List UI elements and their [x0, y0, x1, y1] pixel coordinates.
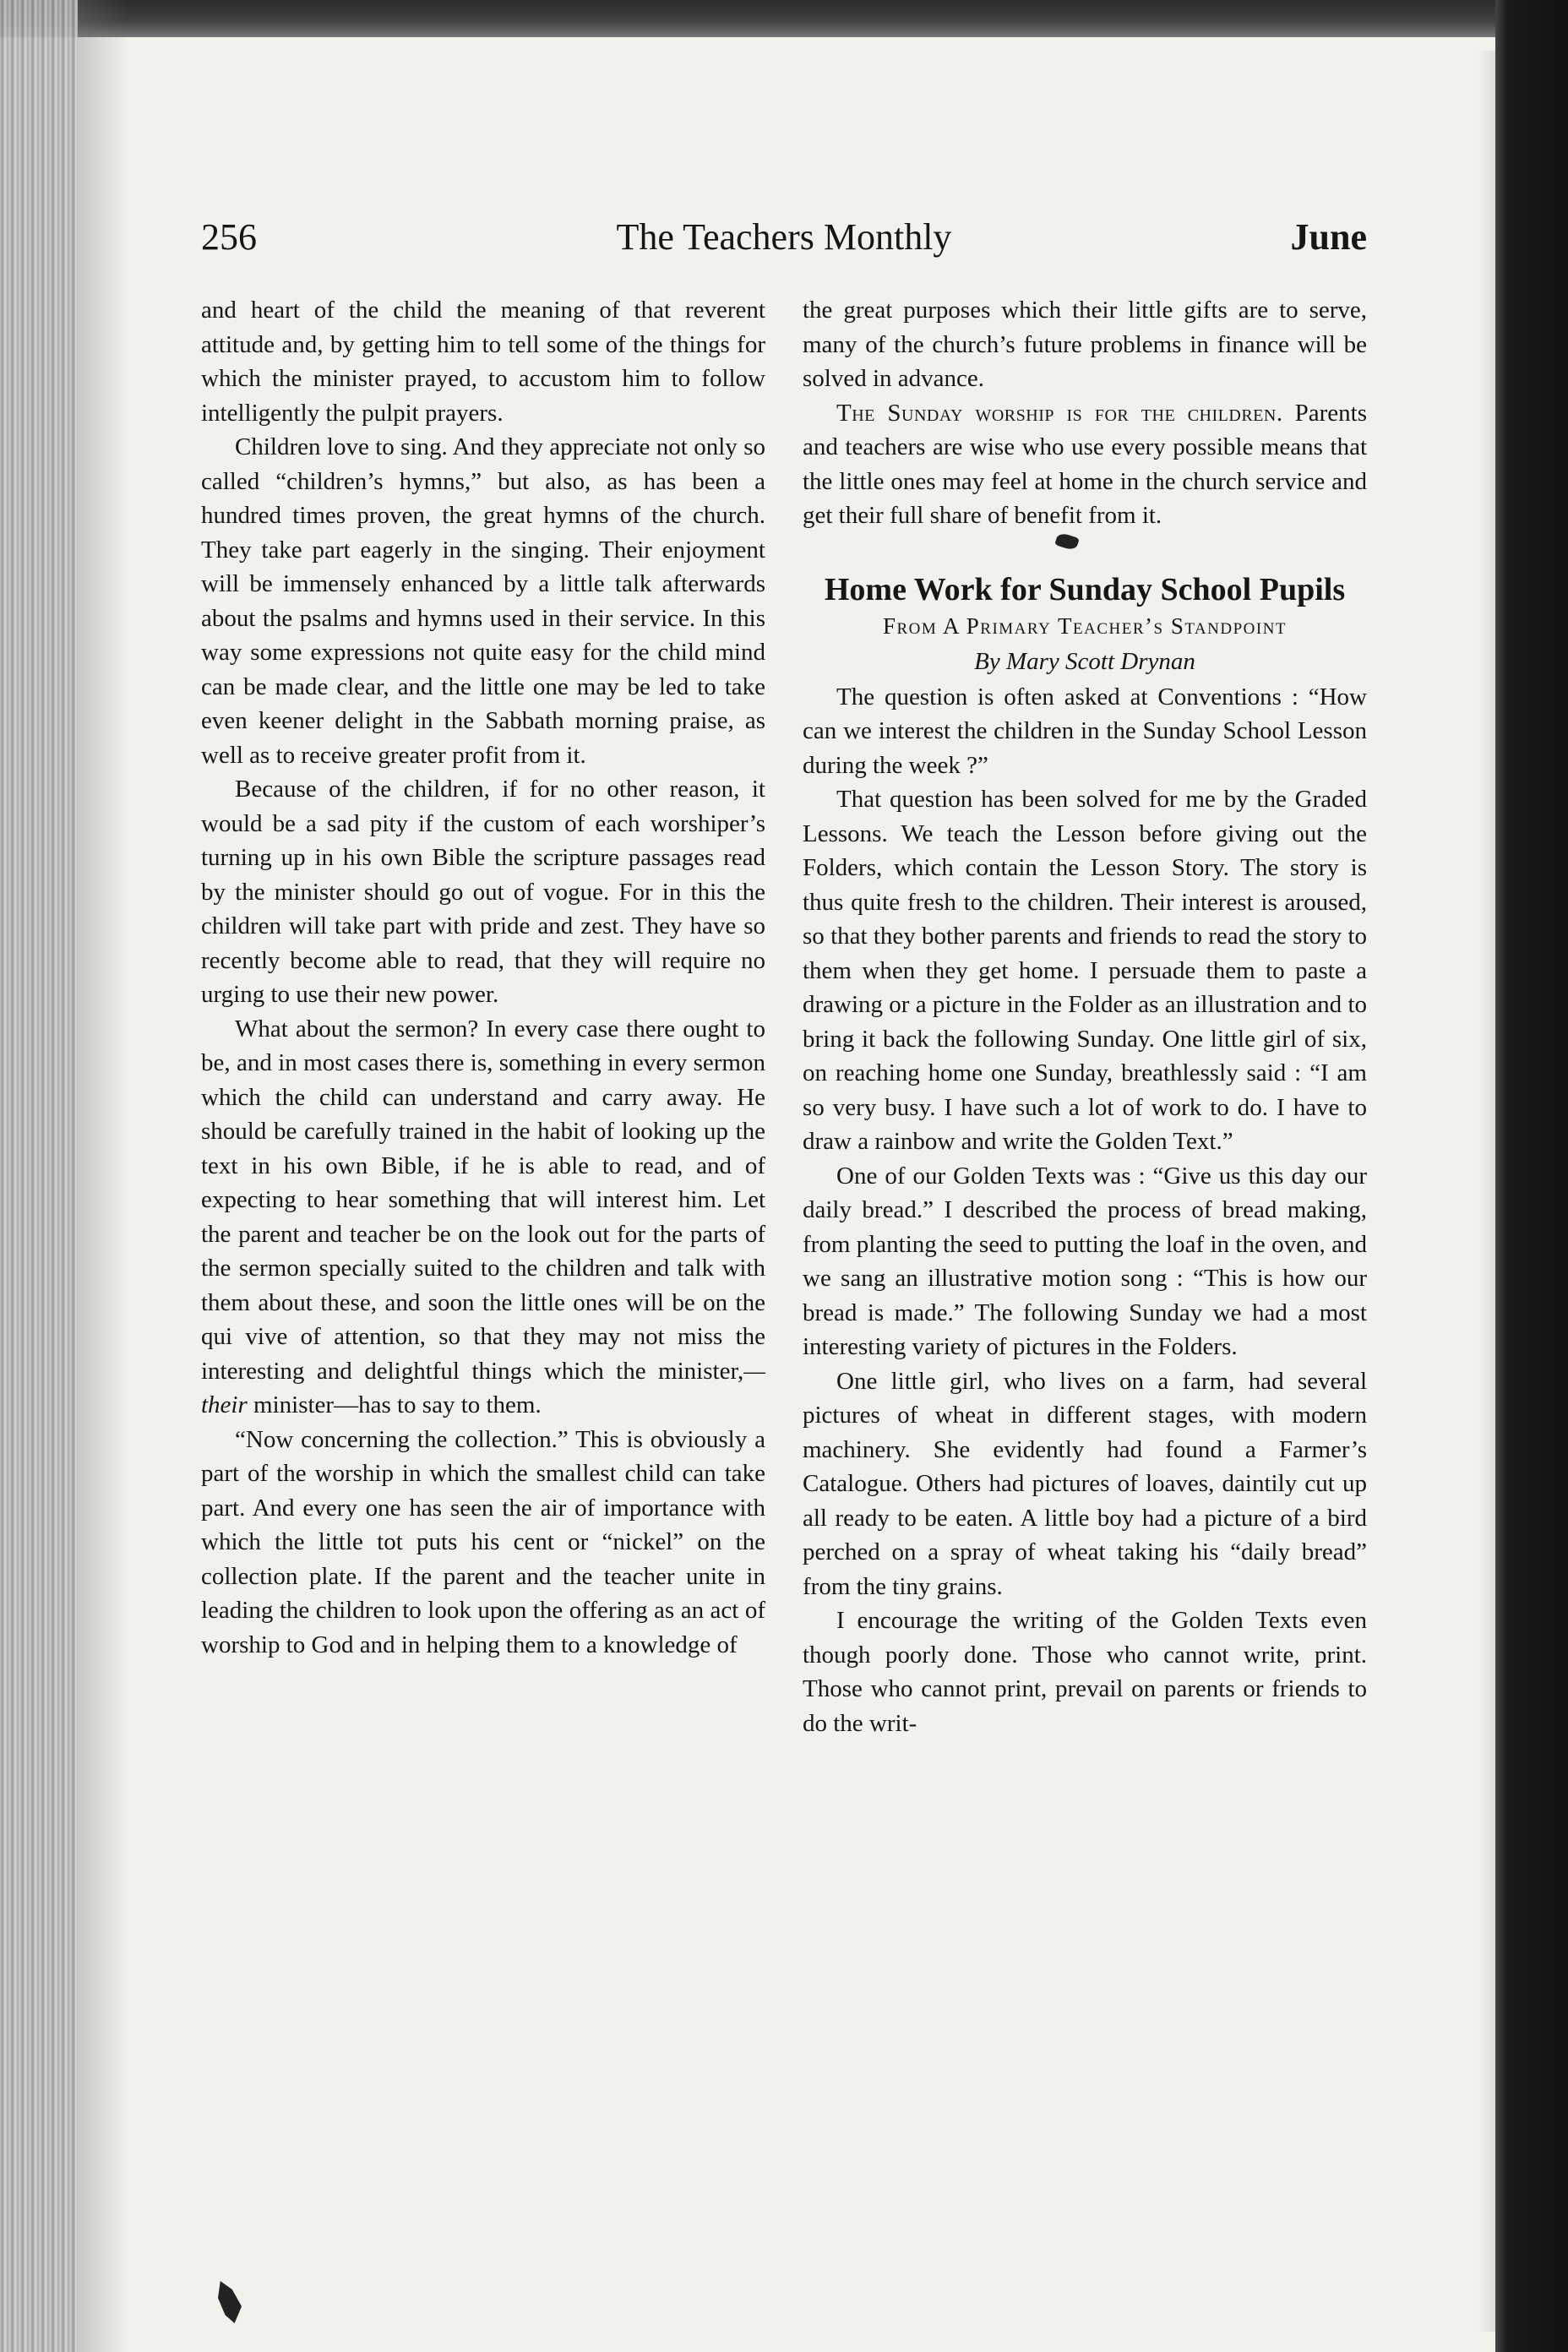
article-byline: By Mary Scott Drynan	[974, 647, 1195, 675]
paragraph: “Now concerning the collection.” This is obviously a part of the worship in which the smallest child can take part. And every one has seen the air of importance with which the little tot puts his cent or “nickel” on the collection plate. If the parent and the teacher unite in leading the children to look upon the offering as an act of worship to God and in helping them to a knowledge of	[201, 1425, 765, 1658]
page-content	[201, 215, 1367, 1737]
paragraph-lead-in	[803, 396, 1367, 533]
paragraph: Children love to sing. And they appreciate not only so called “children’s hymns,” but also, as has been a hundred times proven, the great hymns of the church. They take part eagerly in the singing. Their enjoyment will be immensely enhanced by a little talk afterwards about the psalms and hymns used in their service. In this way some expressions not quite easy for the child mind can be made clear, and the little one may be led to take even keener delight in the Sabbath morning praise, as well as to receive greater profit from it.	[201, 433, 765, 769]
paragraph: I encourage the writing of the Golden Texts even though poorly done. Those who cannot write, print. Those who cannot print, prevail on parents or friends to do the writ-	[803, 1607, 1367, 1737]
scan-blemish	[218, 2281, 242, 2323]
right-column	[803, 293, 1367, 1740]
page-number: 256	[201, 216, 257, 258]
paragraph: Because of the children, if for no other reason, it would be a sad pity if the custom of each worshiper’s turning up in his own Bible the scripture passages read by the minister should go out of vogue. For in this the children will take part with pride and zest. They have so recently become able to read, that they will require no urging to use their new power.	[201, 776, 765, 1008]
section-ornament	[803, 533, 1367, 552]
paragraph-text: What about the sermon? In every case there ought to be, and in most cases there is, something in every sermon which the child can understand and carry away. He should be carefully trained in the habit of looking up the text in his own Bible, if he is able to read, and of expecting to hear something that will interest him. Let the parent and teacher be on the look out for the parts of the sermon specially suited to the children and talk with them about these, and soon the little ones will be on the qui vive of attention, so that they may not miss the interesting and delightful things which the minister,	[201, 1015, 765, 1385]
paragraph: The question is often asked at Conventions : “How can we interest the children in the Sunday School Lesson during the week ?”	[803, 683, 1367, 779]
left-column	[201, 293, 765, 1662]
paragraph: One little girl, who lives on a farm, had several pictures of wheat in different stages, with modern machinery. She evidently had found a Farmer’s Catalogue. Others had pictures of loaves, daintily cut up all ready to be eaten. A little boy had a picture of a bird perched on a spray of wheat taking his “daily bread” from the tiny grains.	[803, 1367, 1367, 1600]
paragraph: the great purposes which their little gifts are to serve, many of the church’s future problems in finance will be solved in advance.	[803, 297, 1367, 392]
page-edge-shadow	[1478, 51, 1495, 2332]
book-spine-edge	[0, 0, 78, 2352]
paragraph-sermon	[201, 1012, 765, 1423]
paragraph: That question has been solved for me by the Graded Lessons. We teach the Lesson before giving out the Folders, which contain the Lesson Story. The story is thus quite fresh to the children. Their interest is aroused, so that they bother parents and friends to read the story to them when they get home. I persuade them to paste a drawing or a picture in the Folder as an illustration and to bring it back the following Sunday. One little girl of six, on reaching home one Sunday, breathlessly said : “I am so very busy. I have such a lot of work to do. I have to draw a rainbow and write the Golden Text.”	[803, 786, 1367, 1155]
paragraph-text: Parents and teachers are wise who use every possible means that the little ones may feel at home in the church service and get their full share of benefit from it.	[803, 399, 1367, 529]
article-subtitle: From A Primary Teacher’s Standpoint	[882, 612, 1288, 639]
paragraph-text-tail: minister—has to say to them.	[247, 1391, 542, 1418]
running-header	[201, 215, 1367, 275]
journal-title: The Teachers Monthly	[616, 216, 952, 258]
paragraph: and heart of the child the meaning of that reverent attitude and, by getting him to tell some of the things for which the minister prayed, to accustom him to follow intelligently the pulpit prayers.	[201, 297, 765, 427]
emphasis-their: —their	[201, 1357, 765, 1418]
gutter-shadow	[78, 0, 128, 2352]
ornament-mark	[1054, 531, 1080, 551]
small-caps-lead-in: The Sunday worship is for the children.	[836, 399, 1283, 427]
scan-right-border	[1495, 0, 1568, 2352]
issue-month: June	[1290, 216, 1367, 258]
article-title: Home Work for Sunday School Pupils	[824, 571, 1346, 607]
paragraph: One of our Golden Texts was : “Give us this day our daily bread.” I described the process of bread making, from planting the seed to putting the loaf in the oven, and we sang an illustrative motion song : “This is how our bread is made.” The following Sunday we had a most interesting variety of pictures in the Folders.	[803, 1162, 1367, 1360]
scan-top-shadow	[0, 0, 1568, 37]
